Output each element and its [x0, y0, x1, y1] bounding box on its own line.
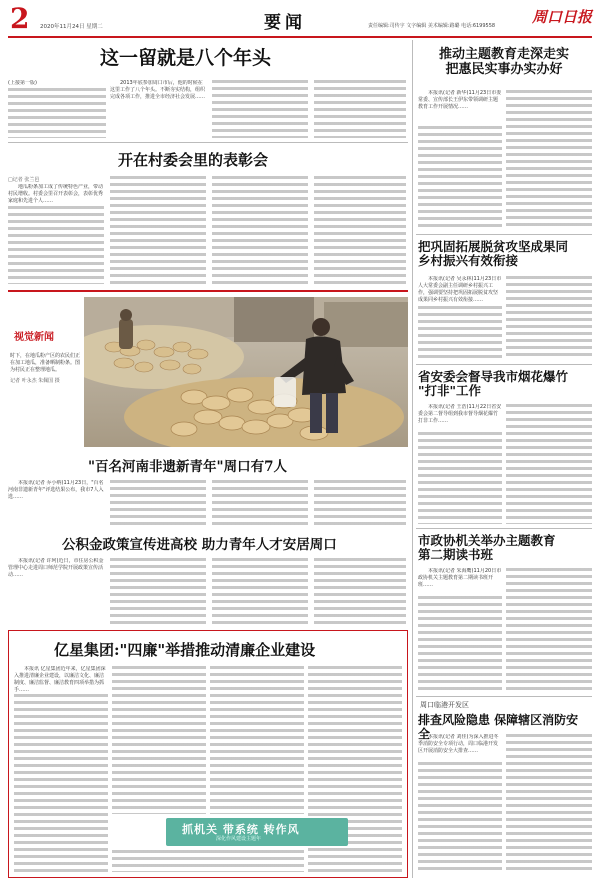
article-10-body-text: 本报讯(记者 刘佳)为深入推进冬季消防安全专项行动，周口临港开发区开展消防安全大排查……	[418, 734, 499, 754]
divider	[8, 142, 408, 143]
article-3-headline: 推动主题教育走深走实 把惠民实事办实办好	[438, 47, 569, 77]
article-6-body-2	[110, 480, 206, 526]
article-9-body-2	[112, 666, 206, 814]
article-2-body-5	[314, 176, 406, 284]
article-10-headline: 排查风险隐患 保障辖区消防安全	[418, 713, 579, 741]
article-10-body-2	[506, 734, 592, 874]
article-4-body-1	[418, 306, 502, 360]
banner-subtitle: 深化作风建设主题年	[216, 836, 262, 842]
article-3-body-text: 本报讯(记者 新华)11月23日市委常委、宣传部长王伊东带领调研主题教育工作开展情况……	[418, 90, 502, 110]
photo-caption: 时下，在地瓜粉产区的农民们正在加工地瓜，准备晒制粉条。图为村民正在整理地瓜。	[10, 353, 81, 373]
section-title: 要闻	[264, 13, 306, 33]
editor-info: 责任编辑:司传宇 文字编辑 美术编辑:路璐 电话:6199558	[368, 23, 496, 29]
article-3-body-2	[506, 90, 592, 230]
divider	[416, 696, 592, 697]
article-7-body-4	[314, 558, 406, 628]
article-7-body-2	[110, 558, 206, 628]
news-photo	[84, 297, 408, 447]
article-1-body-3	[314, 80, 406, 138]
article-7-body-text: 本报讯(记者 许珂)近日，市住房公积金管理中心走进周口师范学院开展政策宣传活动……	[8, 558, 104, 578]
article-6-body-3	[212, 480, 308, 526]
sweet-potato-photo	[84, 297, 408, 447]
article-5-body-1	[418, 432, 502, 524]
photo-caption-box	[10, 300, 80, 385]
article-5-body-text: 本报讯(记者 王浩)11月22日省安委会第二督导组到我市督导烟花爆竹打非工作……	[418, 404, 502, 424]
article-8-body-1	[418, 596, 502, 692]
article-8-body-2	[506, 568, 592, 692]
divider	[416, 234, 592, 235]
article-2-headline: 开在村委会里的表彰会	[118, 151, 269, 169]
article-2-byline: □记者 张兰邑	[8, 177, 40, 183]
divider	[416, 364, 592, 365]
article-9-headline: 亿星集团:"四廉"举措推动清廉企业建设	[54, 641, 316, 659]
page-number: 2	[10, 2, 30, 35]
article-4-body-2	[506, 276, 592, 360]
article-2-body-4	[212, 176, 308, 284]
article-8-body-text: 本报讯(记者 朱海鹰)11月20日市政协机关主题教育第二期读书班开班……	[418, 568, 502, 588]
column-divider	[412, 40, 413, 878]
article-5-body-2	[506, 404, 592, 524]
masthead-rule	[8, 36, 592, 38]
article-9-body-5	[112, 850, 304, 872]
masthead	[8, 4, 592, 38]
article-1-body-text: 2013年底参加周口市后，他的时候在这里工作了八个年头。不断夯实结构，组织完成各项工作，推进全市经济社会发展……	[110, 80, 206, 100]
article-10-section-label: 周口临港开发区	[420, 701, 469, 709]
article-6-body-text: 本报讯(记者 乔小纳)11月23日，"百名河南非遗新青年"评选结果公布，我市7人入选……	[8, 480, 104, 500]
article-3-body-1	[418, 126, 502, 230]
article-10-body-1	[418, 762, 502, 874]
article-2-body-2	[8, 206, 104, 284]
article-7-body-3	[212, 558, 308, 628]
article-9-body-3	[210, 666, 304, 814]
article-9-body-text: 本报讯 亿星集团近年来，亿星集团深入推进清廉企业建设，以廉洁文化、廉洁制度、廉洁监督、廉洁教育四项举措为抓手……	[14, 666, 106, 693]
article-2-body-text: 地瓜粉条加工成了传统特色产业，带动村民增收。村委会里召开表彰会，表彰优秀家庭和先进个人……	[8, 184, 104, 204]
issue-date: 2020年11月24日 星期二	[40, 24, 103, 30]
article-4-headline: 把巩固拓展脱贫攻坚成果同 乡村振兴有效衔接	[418, 239, 569, 269]
visual-news-badge: 视觉新闻	[14, 332, 54, 343]
campaign-banner	[166, 818, 348, 846]
article-1-body	[8, 88, 106, 138]
photo-credit: 记者 叶永杰 朱佩国 摄	[10, 378, 60, 384]
article-6-body-4	[314, 480, 406, 526]
divider	[416, 528, 592, 529]
article-1-lead: (上接第一版)	[8, 80, 37, 86]
article-1-body-2	[212, 80, 308, 138]
article-2-body-3	[110, 176, 206, 284]
article-7-headline: 公积金政策宣传进高校 助力青年人才安居周口	[62, 537, 337, 553]
article-8-headline: 市政协机关举办主题教育 第二期读书班	[418, 533, 556, 563]
article-4-body-text: 本报讯(记者 吴永林)11月23日市人大常委会副主任调研乡村振兴工作，强调要坚持把巩固拓展脱贫攻坚成果同乡村振兴有效衔接……	[418, 276, 502, 303]
article-5-headline: 省安委会督导我市烟花爆竹 "打非"工作	[418, 369, 569, 399]
newspaper-logo: 周口日报	[531, 8, 592, 26]
article-1-headline: 这一留就是八个年头	[100, 47, 272, 69]
banner-title: 抓机关 带系统 转作风	[182, 823, 300, 836]
article-9-body-1	[14, 694, 108, 872]
article-6-headline: "百名河南非遗新青年"周口有7人	[88, 459, 287, 475]
